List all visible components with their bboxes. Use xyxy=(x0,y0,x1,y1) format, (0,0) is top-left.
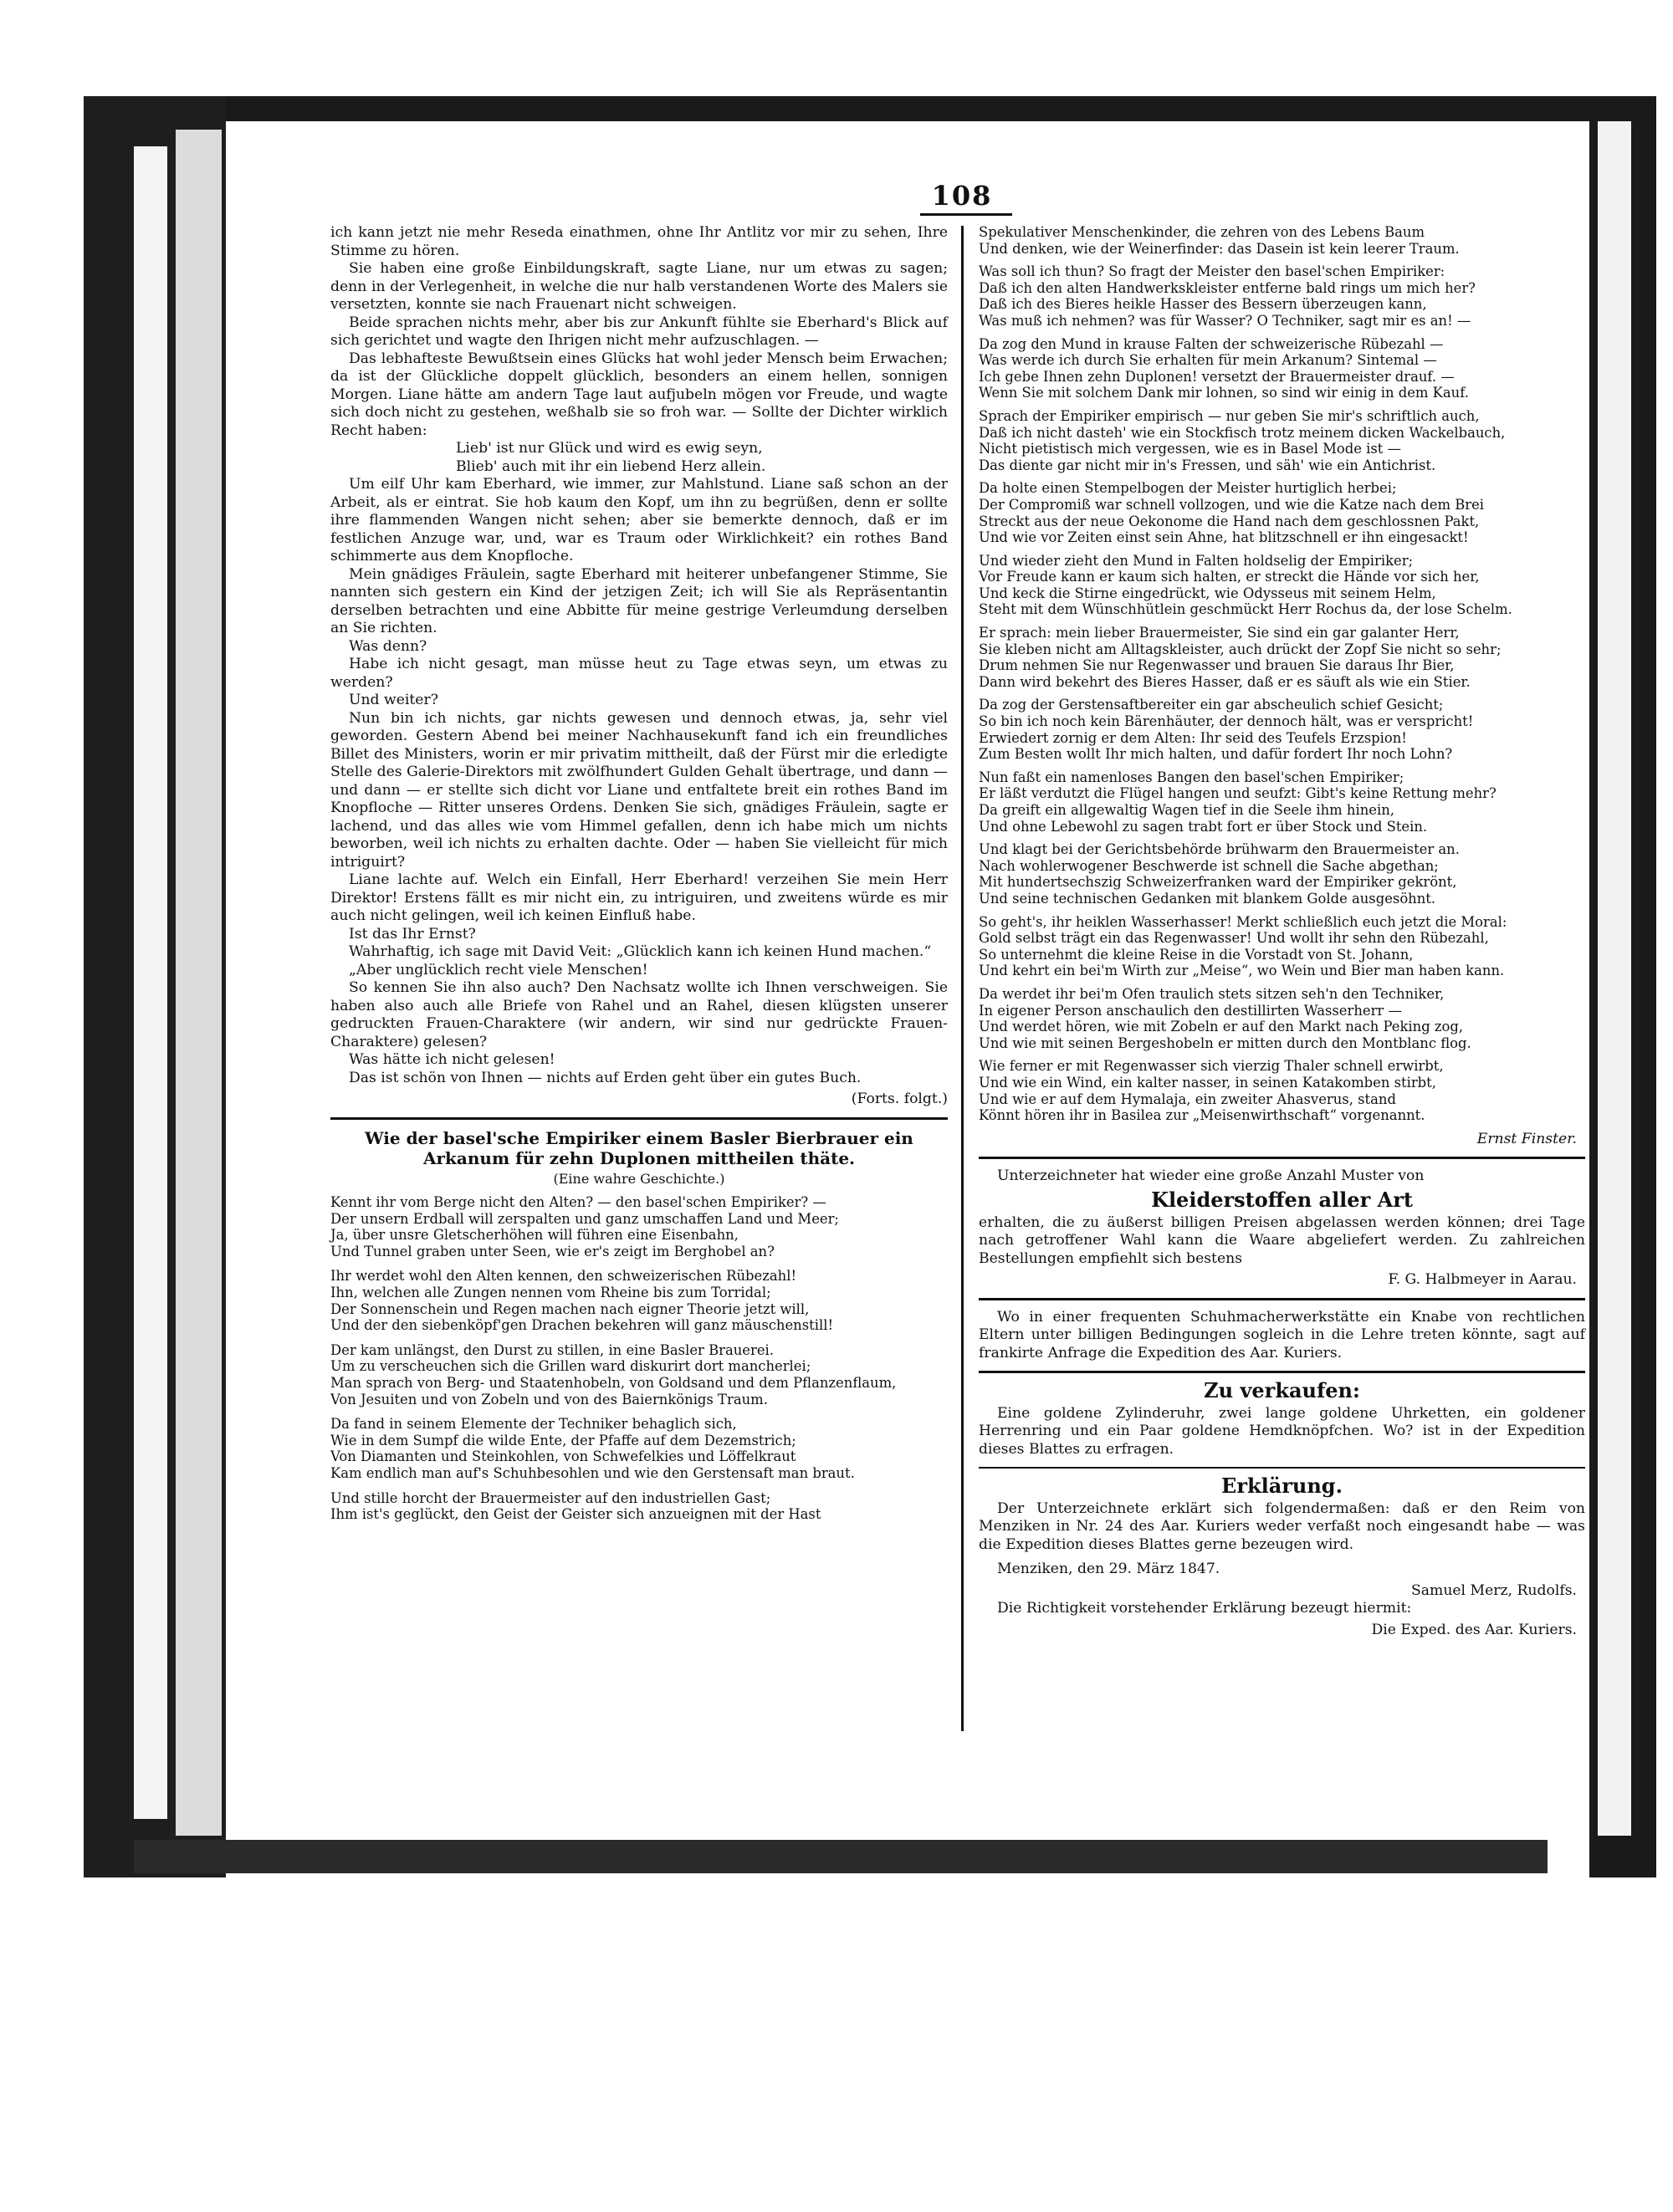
poem-verse xyxy=(979,263,1585,329)
story-paragraph: Ist das Ihr Ernst? xyxy=(349,925,476,943)
verse-line: Und wieder zieht den Mund in Falten holdselig der Empiriker; xyxy=(979,552,1414,569)
story-paragraph: So kennen Sie ihn also auch? Den Nachsatz wollte ich Ihnen verschweigen. Sie haben also auch alle Briefe von Rahel und an Rahel, diesen klügsten unserer gedruckten Frauen-Charaktere (wir andern, wir sind nur gedrückte Frauen-Charaktere) gelesen? xyxy=(330,979,948,1050)
poem-verse xyxy=(330,1416,948,1481)
poem-verse xyxy=(979,480,1585,545)
verse-line: Dann wird bekehrt des Bieres Hasser, daß er es säuft als wie ein Stier. xyxy=(979,673,1471,690)
story-paragraph: Wahrhaftig, ich sage mit David Veit: „Glücklich kann ich keinen Hund machen.“ xyxy=(349,943,932,960)
left-column xyxy=(330,224,948,1531)
verse-line: Der kam unlängst, den Durst zu stillen, in eine Basler Brauerei. xyxy=(330,1341,774,1358)
verse-line: Er läßt verdutzt die Flügel hangen und seufzt: Gibt's keine Rettung mehr? xyxy=(979,785,1496,802)
section-rule xyxy=(979,1298,1585,1300)
verse-line: So unternehmt die kleine Reise in die Vorstadt von St. Johann, xyxy=(979,946,1414,963)
verse-line: Daß ich den alten Handwerkskleister entferne bald rings um mich her? xyxy=(979,279,1476,296)
continued-note: (Forts. folgt.) xyxy=(851,1091,948,1107)
ad-signature: F. G. Halbmeyer in Aarau. xyxy=(1388,1271,1577,1289)
verse-line: Nach wohlerwogener Beschwerde ist schnell die Sache abgethan; xyxy=(979,857,1439,874)
ad-body: Der Unterzeichnete erklärt sich folgendermaßen: daß er den Reim von Menziken in Nr. 24 des Aar. Kuriers weder verfaßt noch eingesandt habe — was die Expedition dieses Blattes gerne bezeugen wird. xyxy=(979,1499,1585,1553)
verse-line: Und wie ein Wind, ein kalter nasser, in seinen Katakomben stirbt, xyxy=(979,1074,1436,1091)
story-paragraph: „Aber unglücklich recht viele Menschen! xyxy=(349,961,648,978)
poem-verse xyxy=(979,224,1585,257)
verse-line: Da holte einen Stempelbogen der Meister hurtiglich herbei; xyxy=(979,480,1397,497)
page-number: 108 xyxy=(931,180,993,212)
ad-headline: Kleiderstoffen aller Art xyxy=(1151,1187,1413,1212)
poem-author: Ernst Finster. xyxy=(1476,1130,1577,1147)
verse-line: Und stille horcht der Brauermeister auf den industriellen Gast; xyxy=(330,1489,771,1506)
poem-title: Wie der basel'sche Empiriker einem Basler Bierbrauer ein Arkanum für zehn Duplonen mittheilen thäte. xyxy=(365,1127,913,1168)
poem-verse xyxy=(330,1342,948,1407)
verse-line: Und denken, wie der Weinerfinder: das Dasein ist kein leerer Traum. xyxy=(979,240,1460,257)
poem-verse xyxy=(979,986,1585,1051)
ad-title: Erklärung. xyxy=(1221,1474,1343,1499)
verse-line: Und Tunnel graben unter Seen, wie er's zeigt im Berghobel an? xyxy=(330,1243,775,1259)
verse-line: Daß ich nicht dasteh' wie ein Stockfisch trotz meinem dicken Wackelbauch, xyxy=(979,424,1506,441)
verse-line: Vor Freude kann er kaum sich halten, er streckt die Hände vor sich her, xyxy=(979,569,1480,585)
story-paragraph: Mein gnädiges Fräulein, sagte Eberhard mit heiterer unbefangener Stimme, Sie nannten sich gestern ein Kind der jetzigen Zeit; ich will Sie als Repräsentantin derselben betrachten und eine Abbitte für meine gestrige Verleumdung derselben an Sie richten. xyxy=(330,565,948,636)
verse-line: Der Sonnenschein und Regen machen nach eigner Theorie jetzt will, xyxy=(330,1300,810,1317)
ad-date: Menziken, den 29. März 1847. xyxy=(997,1561,1220,1578)
verse-line: Könnt hören ihr in Basilea zur „Meisenwirthschaft“ vorgenannt. xyxy=(979,1107,1425,1124)
verse-line: So bin ich noch kein Bärenhäuter, der dennoch hält, was er verspricht! xyxy=(979,713,1474,730)
verse-line: In eigener Person anschaulich den destillirten Wasserherr — xyxy=(979,1002,1402,1019)
story-paragraph: Was denn? xyxy=(349,637,427,655)
verse-line: Da zog der Gerstensaftbereiter ein gar abscheulich schief Gesicht; xyxy=(979,697,1444,713)
ad-signature: Die Exped. des Aar. Kuriers. xyxy=(1371,1621,1577,1638)
verse-line: Und keck die Stirne eingedrückt, wie Odysseus mit seinem Helm, xyxy=(979,585,1436,601)
verse-line: Da greift ein allgewaltig Wagen tief in die Seele ihm hinein, xyxy=(979,802,1394,818)
verse-line: Von Diamanten und Steinkohlen, von Schwefelkies und Löffelkraut xyxy=(330,1448,796,1465)
verse-line: Daß ich des Bieres heikle Hasser des Bessern überzeugen kann, xyxy=(979,296,1427,313)
verse-line: Steht mit dem Wünschhütlein geschmückt Herr Rochus da, der lose Schelm. xyxy=(979,601,1512,618)
verse-line: Und werdet hören, wie mit Zobeln er auf den Markt nach Peking zog, xyxy=(979,1019,1464,1035)
verse-line: Und kehrt ein bei'm Wirth zur „Meise“, wo Wein und Bier man haben kann. xyxy=(979,963,1505,979)
verse-line: Ihn, welchen alle Zungen nennen vom Rheine bis zum Torridal; xyxy=(330,1284,771,1300)
verse-line: Von Jesuiten und von Zobeln und von des Baiernkönigs Traum. xyxy=(330,1391,768,1407)
poem-subtitle: (Eine wahre Geschichte.) xyxy=(553,1170,725,1187)
poem-verse xyxy=(330,1268,948,1333)
ad-attest: Die Richtigkeit vorstehender Erklärung bezeugt hiermit: xyxy=(997,1600,1412,1617)
verse-line: Erwiedert zornig er dem Alten: Ihr seid des Teufels Erzspion! xyxy=(979,729,1407,746)
column-divider xyxy=(961,226,964,1731)
verse-line: Der Compromiß war schnell vollzogen, und wie die Katze nach dem Brei xyxy=(979,496,1485,513)
scan-edge-top xyxy=(84,96,1648,121)
verse-line: So geht's, ihr heiklen Wasserhasser! Merkt schließlich euch jetzt die Moral: xyxy=(979,913,1507,930)
story-paragraph: ich kann jetzt nie mehr Reseda einathmen, ohne Ihr Antlitz vor mir zu sehen, Ihre Stimme zu hören. xyxy=(330,224,948,259)
section-rule xyxy=(330,1117,948,1120)
verse-line: Wie ferner er mit Regenwasser sich vierzig Thaler schnell erwirbt, xyxy=(979,1058,1444,1075)
verse-line: Ihm ist's geglückt, den Geist der Geister sich anzueignen mit der Hast xyxy=(330,1506,821,1523)
story-paragraph: Das ist schön von Ihnen — nichts auf Erden geht über ein gutes Buch. xyxy=(349,1069,862,1086)
poem-verse xyxy=(979,553,1585,618)
verse-line: Zum Besten wollt Ihr mich halten, und dafür fordert Ihr noch Lohn? xyxy=(979,746,1453,763)
verse-line: Nicht pietistisch mich vergessen, wie es in Basel Mode ist — xyxy=(979,441,1401,457)
poem-verse xyxy=(979,408,1585,473)
verse-line: Gold selbst trägt ein das Regenwasser! Und wollt ihr sehn den Rübezahl, xyxy=(979,930,1489,947)
verse-line: Ihr werdet wohl den Alten kennen, den schweizerischen Rübezahl! xyxy=(330,1268,797,1285)
poem-line: Lieb' ist nur Glück und wird es ewig seyn, xyxy=(456,440,763,457)
ad-body: Wo in einer frequenten Schuhmacherwerkstätte ein Knabe von rechtlichen Eltern unter billigen Bedingungen sogleich in die Lehre treten könnte, sagt auf frankirte Anfrage die Expedition des Aar. Kuriers. xyxy=(979,1308,1585,1361)
scan-edge-bottom xyxy=(134,1840,1548,1873)
verse-line: Da fand in seinem Elemente der Techniker behaglich sich, xyxy=(330,1416,737,1433)
story-paragraph: Das lebhafteste Bewußtsein eines Glücks hat wohl jeder Mensch beim Erwachen; da ist der Glückliche doppelt glücklich, besonders an einem hellen, sonnigen Morgen. Liane hätte am andern Tage laut aufjubeln mögen vor Freude, und wagte sich doch nicht zu gestehen, weßhalb sie so froh war. — Sollte der Dichter wirklich Recht haben: xyxy=(330,350,948,439)
verse-line: Und wie mit seinen Bergeshobeln er mitten durch den Montblanc flog. xyxy=(979,1034,1471,1051)
section-rule xyxy=(979,1371,1585,1373)
poem-line: Blieb' auch mit ihr ein liebend Herz allein. xyxy=(456,457,766,475)
verse-line: Und der den siebenköpf'gen Drachen bekehren will ganz mäuschenstill! xyxy=(330,1317,834,1334)
verse-line: Ich gebe Ihnen zehn Duplonen! versetzt der Brauermeister drauf. — xyxy=(979,368,1455,385)
right-column xyxy=(979,224,1585,1639)
verse-line: Kam endlich man auf's Schuhbesohlen und wie den Gerstensaft man braut. xyxy=(330,1464,855,1481)
poem-verse xyxy=(979,1058,1585,1123)
poem-verse xyxy=(330,1194,948,1259)
poem-verse xyxy=(979,769,1585,835)
story-paragraph: Was hätte ich nicht gelesen! xyxy=(349,1051,555,1068)
verse-line: Kennt ihr vom Berge nicht den Alten? — den basel'schen Empiriker? — xyxy=(330,1194,826,1210)
story-paragraph: Sie haben eine große Einbildungskraft, sagte Liane, nur um etwas zu sagen; denn in der Verlegenheit, in welche die nur halb verstandenen Worte des Malers sie versetzten, konnte sie nach Frauenart nicht schweigen. xyxy=(330,260,948,313)
verse-line: Ja, über unsre Gletscherhöhen will führen eine Eisenbahn, xyxy=(330,1227,739,1244)
verse-line: Da zog den Mund in krause Falten der schweizerische Rübezahl — xyxy=(979,335,1444,352)
verse-line: Er sprach: mein lieber Brauermeister, Sie sind ein gar galanter Herr, xyxy=(979,625,1460,641)
ad-signature: Samuel Merz, Rudolfs. xyxy=(1411,1581,1577,1599)
verse-line: Und wie er auf dem Hymalaja, ein zweiter Ahasverus, stand xyxy=(979,1091,1396,1107)
verse-line: Streckt aus der neue Oekonome die Hand nach dem geschlossnen Pakt, xyxy=(979,513,1480,529)
verse-line: Und klagt bei der Gerichtsbehörde brühwarm den Brauermeister an. xyxy=(979,841,1460,858)
verse-line: Um zu verscheuchen sich die Grillen ward diskurirt dort mancherlei; xyxy=(330,1358,811,1375)
verse-line: Wie in dem Sumpf die wilde Ente, der Pfaffe auf dem Dezemstrich; xyxy=(330,1432,796,1448)
verse-line: Was werde ich durch Sie erhalten für mein Arkanum? Sintemal — xyxy=(979,352,1437,369)
verse-line: Drum nehmen Sie nur Regenwasser und brauen Sie daraus Ihr Bier, xyxy=(979,657,1455,674)
poem-verse xyxy=(979,625,1585,690)
verse-line: Und ohne Lebewohl zu sagen trabt fort er über Stock und Stein. xyxy=(979,818,1428,835)
story-paragraph: Habe ich nicht gesagt, man müsse heut zu Tage etwas seyn, um etwas zu werden? xyxy=(330,656,948,691)
verse-line: Der unsern Erdball will zerspalten und ganz umschaffen Land und Meer; xyxy=(330,1210,839,1227)
verse-line: Nun faßt ein namenloses Bangen den basel'schen Empiriker; xyxy=(979,769,1404,785)
story-paragraph: Beide sprachen nichts mehr, aber bis zur Ankunft fühlte sie Eberhard's Blick auf sich gerichtet und wagte den Ihrigen nicht mehr aufzuschlagen. — xyxy=(330,314,948,349)
story-paragraph: Nun bin ich nichts, gar nichts gewesen und dennoch etwas, ja, sehr viel geworden. Gestern Abend bei meiner Nachhausekunft fand ich ein freundliches Billet des Ministers, worin er mir privatim mittheilt, daß der Fürst mir die erledigte Stelle des Galerie-Direktors mit zwölfhundert Gulden Gehalt übertrage, und dann — und dann — er stellte sich dicht vor Liane und entfaltete breit ein rothes Band im Knopfloche — Ritter unseres Ordens. Denken Sie sich, gnädiges Fräulein, sagte er lachend, und das alles wie vom Himmel gefallen, denn ich habe mich um nichts beworben, weil ich nichts zu erhalten dachte. Oder — haben Sie vielleicht für mich intriguirt? xyxy=(330,709,948,871)
verse-line: Mit hundertsechszig Schweizerfranken ward der Empiriker gekrönt, xyxy=(979,874,1457,891)
verse-line: Und wie vor Zeiten einst sein Ahne, hat blitzschnell er ihn eingesackt! xyxy=(979,529,1469,546)
verse-line: Was soll ich thun? So fragt der Meister den basel'schen Empiriker: xyxy=(979,263,1445,280)
verse-line: Wenn Sie mit solchem Dank mir lohnen, so sind wir einig in dem Kauf. xyxy=(979,385,1469,401)
ad-title: Zu verkaufen: xyxy=(1204,1378,1360,1403)
verse-line: Man sprach von Berg- und Staatenhobeln, von Goldsand und dem Pflanzenflaum, xyxy=(330,1374,897,1391)
verse-line: Das diente gar nicht mir in's Fressen, und säh' wie ein Antichrist. xyxy=(979,457,1436,473)
poem-verse xyxy=(330,1490,948,1523)
story-paragraph: Um eilf Uhr kam Eberhard, wie immer, zur Mahlstund. Liane saß schon an der Arbeit, als er eintrat. Sie hob kaum den Kopf, um ihn zu begrüßen, denn er sollte ihre flammenden Wangen nicht sehen; aber sie bemerkte dennoch, daß er im festlichen Anzuge war, und, war es Traum oder Wirklichkeit? ein rothes Band schimmerte aus dem Knopfloche. xyxy=(330,476,948,564)
verse-line: Was muß ich nehmen? was für Wasser? O Techniker, sagt mir es an! — xyxy=(979,312,1471,329)
poem-verse xyxy=(979,841,1585,907)
scan-edge-left xyxy=(84,96,226,1877)
ad-body: erhalten, die zu äußerst billigen Preisen abgelassen werden können; drei Tage nach getroffener Wahl kann die Waare abgeliefert werden. Zu zahlreichen Bestellungen empfiehlt sich bestens xyxy=(979,1213,1585,1267)
ad-intro: Unterzeichneter hat wieder eine große Anzahl Muster von xyxy=(997,1167,1425,1185)
scan-edge-right xyxy=(1589,96,1656,1877)
verse-line: Sprach der Empiriker empirisch — nur geben Sie mir's schriftlich auch, xyxy=(979,407,1480,424)
section-rule xyxy=(979,1157,1585,1159)
section-rule xyxy=(979,1467,1585,1469)
story-poem xyxy=(330,440,948,476)
verse-line: Und seine technischen Gedanken mit blankem Golde ausgesöhnt. xyxy=(979,890,1436,907)
verse-line: Spekulativer Menschenkinder, die zehren von des Lebens Baum xyxy=(979,224,1425,240)
ad-body: Eine goldene Zylinderuhr, zwei lange goldene Uhrketten, ein goldener Herrenring und ein Paar goldene Hemdknöpfchen. Wo? ist in der Expedition dieses Blattes zu erfragen. xyxy=(979,1404,1585,1458)
story-paragraph: Und weiter? xyxy=(349,692,438,708)
verse-line: Da werdet ihr bei'm Ofen traulich stets sitzen seh'n den Techniker, xyxy=(979,985,1445,1002)
poem-verse xyxy=(979,697,1585,762)
poem-verse xyxy=(979,914,1585,979)
poem-verse xyxy=(979,336,1585,401)
story-paragraph: Liane lachte auf. Welch ein Einfall, Herr Eberhard! verzeihen Sie mein Herr Direktor! Erstens fällt es mir nicht ein, zu intriguiren, und zweitens würde es mir auch nicht gelingen, weil ich keinen Einfluß habe. xyxy=(330,871,948,924)
page-number-rule xyxy=(920,213,1012,216)
verse-line: Sie kleben nicht am Alltagskleister, auch drückt der Zopf Sie nicht so sehr; xyxy=(979,641,1502,657)
